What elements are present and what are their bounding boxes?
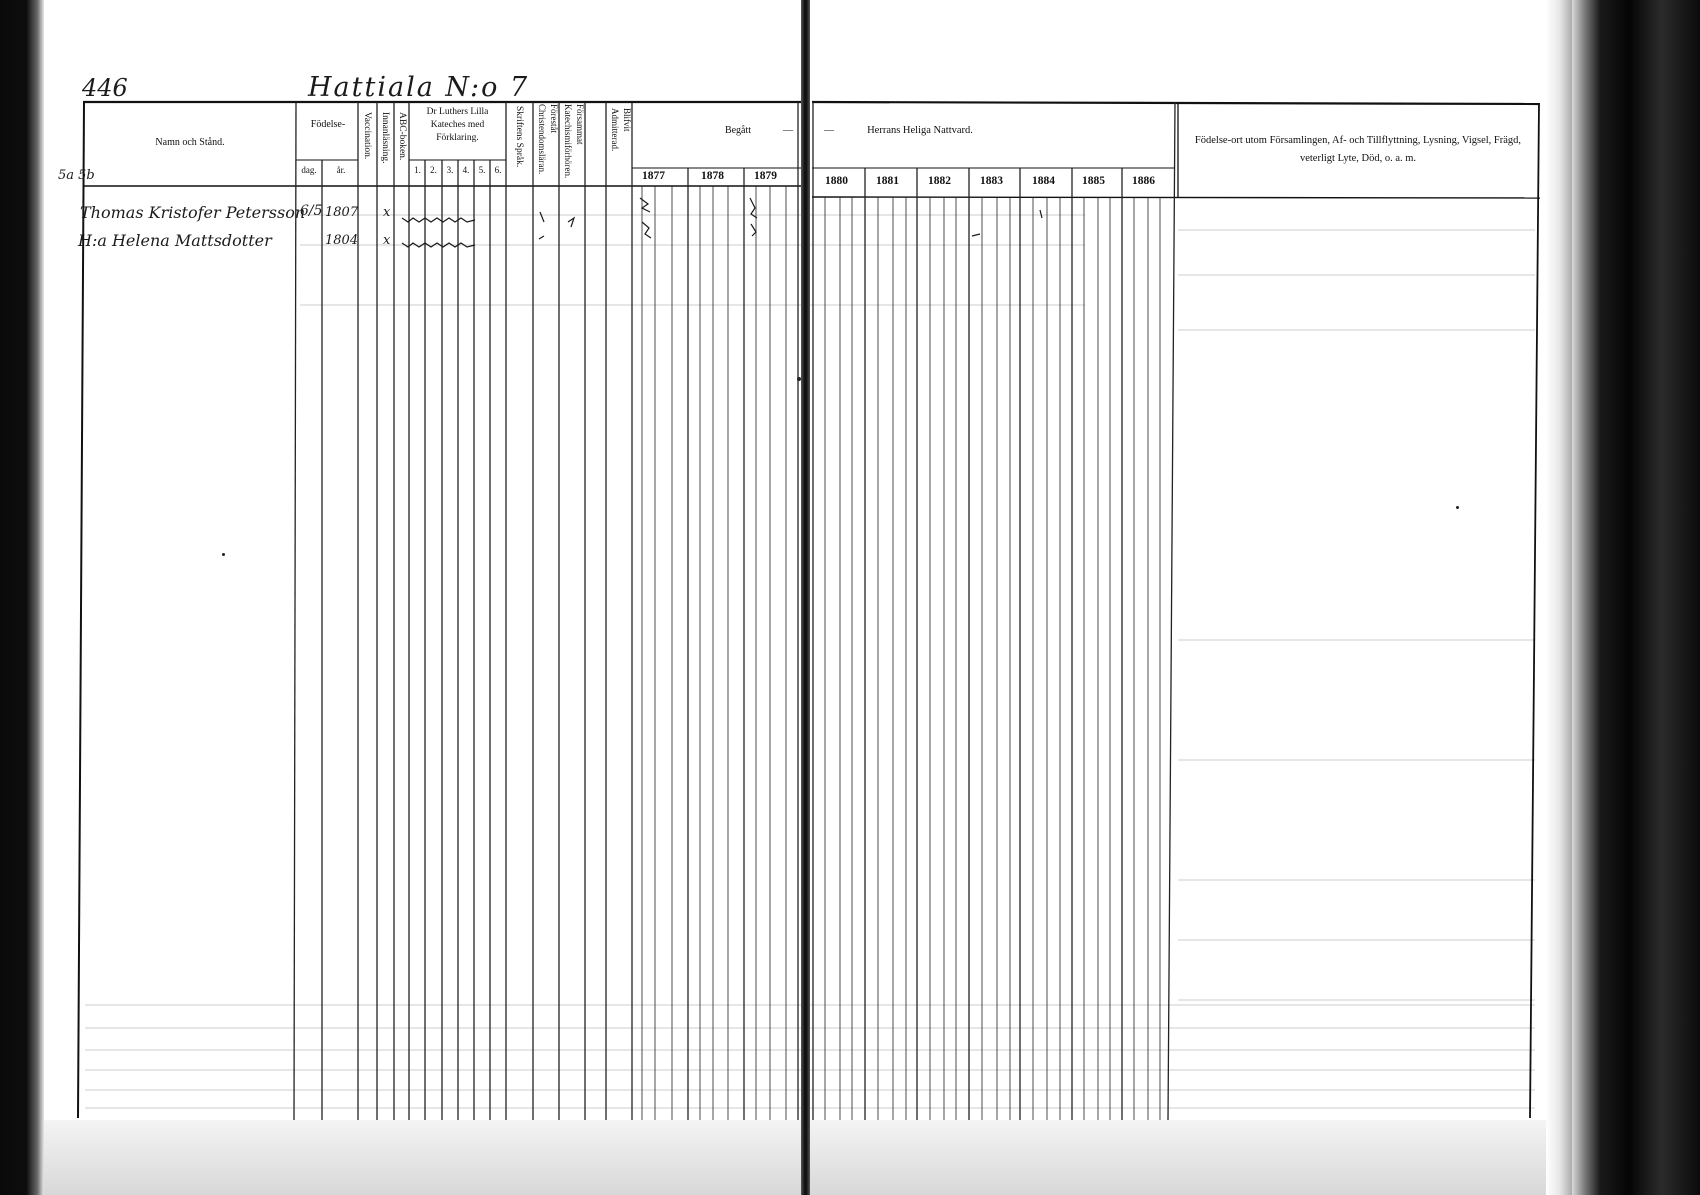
- year-1883: 1883: [980, 175, 1003, 187]
- year-1881: 1881: [876, 175, 899, 187]
- page-number: 446: [82, 74, 128, 102]
- year-1885: 1885: [1082, 175, 1105, 187]
- entry-2-year: 1804: [325, 233, 359, 248]
- header-catechism-col-4: 4.: [462, 165, 470, 175]
- year-1886: 1886: [1132, 175, 1155, 187]
- ruled-lines: [85, 215, 1535, 1108]
- entry-2-vaccination: x: [383, 233, 391, 248]
- header-begatt: Begått: [724, 125, 752, 136]
- header-dash-left: —: [783, 125, 793, 136]
- year-1882: 1882: [928, 175, 951, 187]
- header-catechesis: Försammat Katechismiförhören.: [563, 104, 585, 179]
- entry-1-name: Thomas Kristofer Petersson: [80, 203, 306, 222]
- header-catechism-col-3: 3.: [446, 165, 454, 175]
- header-name-rank: Namn och Stånd.: [155, 137, 225, 148]
- year-1880: 1880: [825, 175, 848, 187]
- header-scripture: Skriftens Språk.: [514, 106, 524, 168]
- ink-speck: [1456, 506, 1459, 509]
- right-page-frame: [812, 102, 1540, 1118]
- year-1877: 1877: [642, 170, 665, 182]
- entry-1-year: 1807: [325, 205, 359, 220]
- row-prefix: 5a 5b: [58, 168, 95, 183]
- ink-blot: [797, 377, 801, 381]
- header-birth-day: dag.: [301, 165, 317, 175]
- header-catechism-col-5: 5.: [478, 165, 486, 175]
- header-birth-year: år.: [336, 165, 346, 175]
- header-dash-right: —: [824, 125, 834, 136]
- header-abc-book: ABC-boken.: [397, 112, 407, 161]
- year-1878: 1878: [701, 170, 724, 182]
- year-1884: 1884: [1032, 175, 1055, 187]
- entry-1-day: 6/5: [300, 203, 323, 219]
- entry-2-name: H:a Helena Mattsdotter: [78, 231, 272, 250]
- header-catechism: Dr Luthers Lilla Kateches med Förklaring.: [426, 107, 489, 143]
- ink-speck: [222, 553, 225, 556]
- left-page-frame: [78, 102, 802, 1118]
- header-catechism-col-1: 1.: [414, 165, 421, 175]
- header-remarks: Födelse-ort utom Församlingen, Af- och Tillflyttning, Lysning, Vigsel, Frägd, veterligt Lyte, Död, o. a. m.: [1194, 135, 1522, 164]
- header-birth: Födelse-: [310, 119, 346, 130]
- left-page-columns: [294, 102, 798, 1120]
- header-catechism-col-6: 6.: [494, 165, 502, 175]
- right-page-columns: [813, 102, 1175, 1120]
- header-admitted: Blifvit Admitterad.: [610, 108, 632, 152]
- book-gutter: [801, 0, 810, 1195]
- handwritten-strokes: [402, 198, 1042, 247]
- header-vaccination: Vaccination.: [362, 112, 372, 160]
- header-christianity: Föreståt Christendomsläran.: [537, 104, 559, 175]
- header-reading: Innanläsning.: [380, 112, 390, 164]
- village-name: Hattiala N:o 7: [308, 72, 530, 103]
- header-catechism-col-2: 2.: [430, 165, 437, 175]
- year-1879: 1879: [754, 170, 777, 182]
- entry-1-vaccination: x: [383, 205, 391, 220]
- header-communion: Herrans Heliga Nattvard.: [867, 125, 973, 136]
